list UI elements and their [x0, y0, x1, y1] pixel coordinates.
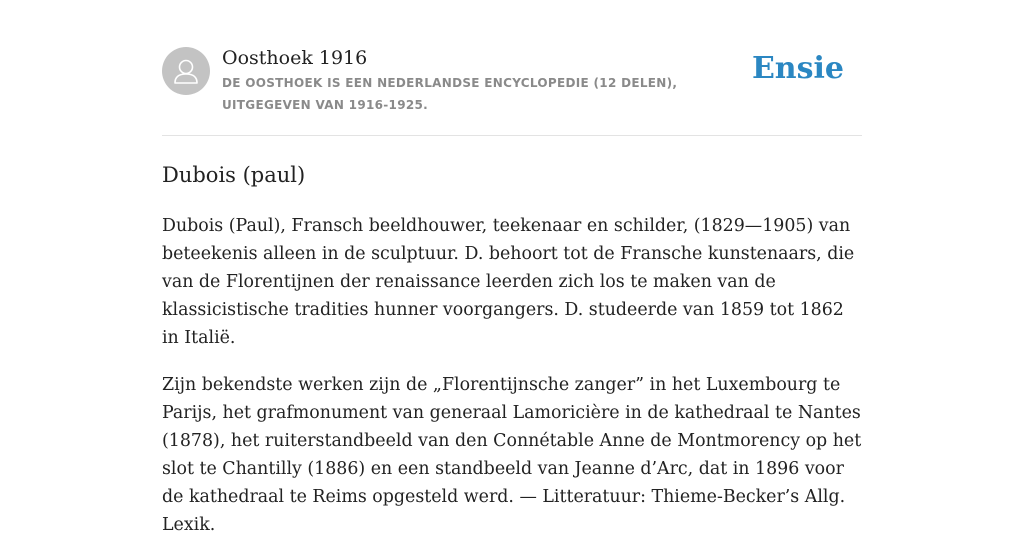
- entry-paragraph: Zijn bekendste werken zijn de „Florentijnsche zanger” in het Luxembourg te Parijs, het grafmonument van generaal Lamoricière in de kathedraal te Nantes (1878), het ruiterstandbeeld van den Connétable Anne de Montmorency op het slot te Chantilly (1886) en een standbeeld van Jeanne d’Arc, dat in 1896 voor de kathedraal te Reims opgesteld werd. — Litteratuur: Thieme-Becker’s Allg. Lexik.: [162, 375, 862, 535]
- header-divider: [162, 135, 862, 136]
- ensie-logo[interactable]: Ensie: [751, 51, 844, 86]
- entry-body: [162, 212, 862, 558]
- source-title-link[interactable]: Oosthoek 1916: [222, 47, 368, 69]
- user-silhouette-icon: [162, 47, 210, 95]
- entry-title: Dubois (paul): [162, 163, 306, 187]
- source-avatar[interactable]: [162, 47, 210, 95]
- entry-paragraph: Dubois (Paul), Fransch beeldhouwer, teekenaar en schilder, (1829—1905) van beteekenis alleen in de sculptuur. D. behoort tot de Fransche kunstenaars, die van de Florentijnen der renaissance leerden zich los te maken van de klassicistische tradities hunner voorgangers. D. studeerde van 1859 tot 1862 in Italië.: [162, 216, 855, 348]
- source-header: [162, 44, 862, 136]
- source-description: DE OOSTHOEK IS EEN NEDERLANDSE ENCYCLOPEDIE (12 DELEN), UITGEGEVEN VAN 1916-1925.: [222, 76, 678, 112]
